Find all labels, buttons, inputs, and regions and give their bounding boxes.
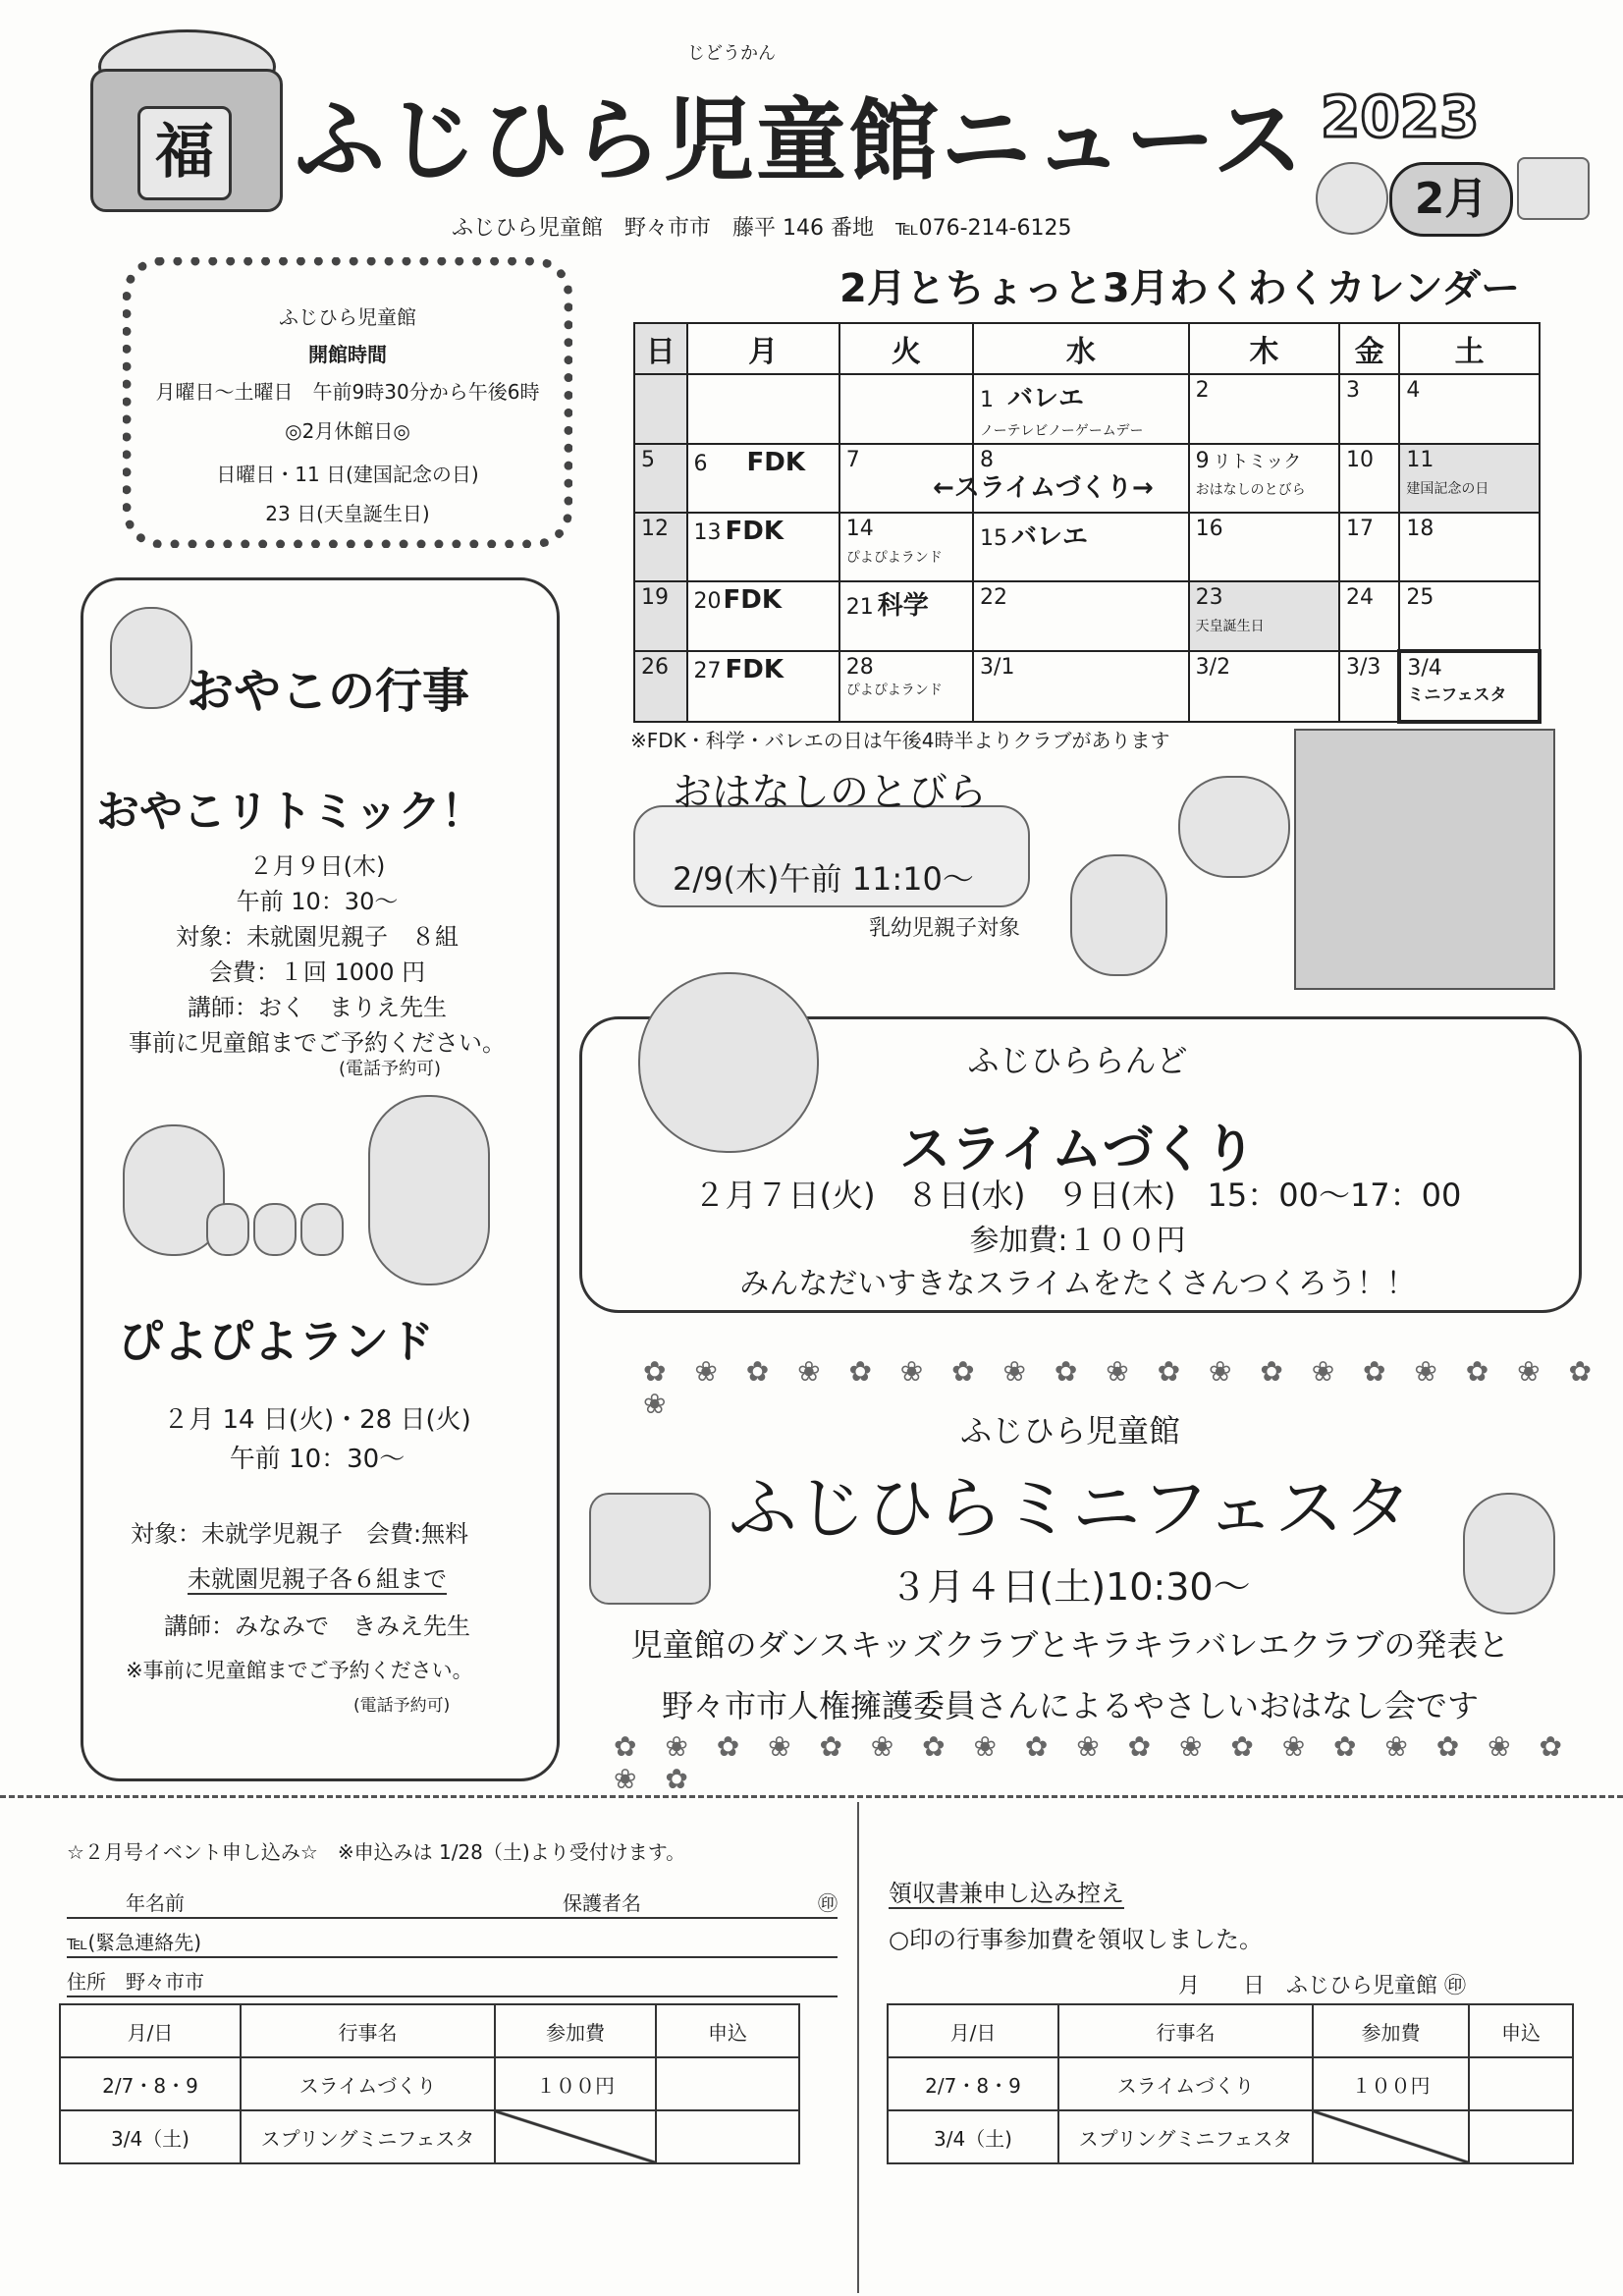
seal-mark: ㊞ [818, 1891, 838, 1915]
calendar-week-3 [634, 513, 1540, 581]
piyo-time: 午前 10：30～ [229, 1445, 406, 1474]
row-date: 3/4（土) [60, 2110, 241, 2163]
year-label: 2023 [1321, 83, 1480, 150]
calendar-cell: 5 [634, 444, 687, 513]
name-label: 年名前 [126, 1891, 185, 1915]
tel-row[interactable] [67, 1927, 838, 1958]
rhythmic-fee: 会費：１回 1000 円 [208, 958, 426, 986]
month-badge: 2月 [1389, 162, 1513, 237]
oyako-heading: おやこの行事 [187, 664, 470, 719]
fest-pre: ふじひら児童館 [959, 1412, 1180, 1449]
fest-line1: 児童館のダンスキッズクラブとキラキラバレエクラブの発表と [630, 1626, 1510, 1664]
hours-time: 月曜日～土曜日 午前9時30分から午後6時 [155, 380, 540, 404]
calendar-cell: 18 [1399, 513, 1540, 581]
calendar-cell: 3 [1339, 374, 1399, 444]
slime-title: スライムづくり [899, 1121, 1256, 1179]
title-ruby: じどうかん [687, 43, 776, 64]
mame-box-icon [1517, 157, 1590, 220]
calendar-cell: 2 [1189, 374, 1339, 444]
row-date: 3/4（土) [888, 2110, 1058, 2163]
oni-icon [1316, 162, 1388, 235]
row-fee: １００円 [1313, 2057, 1469, 2110]
calendar-title: 2月とちょっと3月わくわくカレンダー [839, 266, 1521, 311]
day-thu: 木 [1189, 323, 1339, 374]
calendar-cell: 24 [1339, 581, 1399, 651]
calendar-cell: 15 バレエ [973, 513, 1189, 581]
calendar-cell: 10 [1339, 444, 1399, 513]
piyo-date: ２月 14 日(火)・28 日(火) [163, 1405, 471, 1435]
calendar-cell: 6 FDK [687, 444, 839, 513]
page-title: ふじひら児童館ニュース [295, 88, 1306, 193]
day-wed: 水 [973, 323, 1189, 374]
picture-book-collage [1294, 729, 1555, 990]
row-event: スプリングミニフェスタ [241, 2110, 495, 2163]
sheep-illustration [368, 1095, 490, 1285]
calendar-cell [687, 374, 839, 444]
calendar-cell: 7 [839, 444, 973, 513]
girl-reading-illustration [1070, 854, 1167, 976]
calendar-header-row [634, 323, 1540, 374]
slime-pre: ふじひららんど [967, 1042, 1188, 1079]
calendar-cell: 28 ぴよぴよランド [839, 651, 973, 722]
rhythmic-target: 対象：未就園児親子 ８組 [176, 923, 459, 951]
fuku-badge: 福 [137, 106, 232, 200]
story-date: 2/9(木)午前 11:10～ [673, 860, 974, 898]
calendar-cell [634, 374, 687, 444]
apply-checkbox[interactable] [1469, 2057, 1573, 2110]
calendar-cell: 16 [1189, 513, 1339, 581]
col-apply: 申込 [1469, 2004, 1573, 2057]
cut-line [0, 1795, 1623, 1798]
row-fee [495, 2110, 656, 2163]
rhythmic-teacher: 講師：おく まりえ先生 [188, 994, 447, 1021]
opening-hours-box [123, 257, 572, 548]
col-fee: 参加費 [1313, 2004, 1469, 2057]
story-title: おはなしのとびら [673, 770, 987, 815]
calendar-note: ※FDK・科学・バレエの日は午後4時半よりクラブがあります [630, 729, 1170, 752]
calendar-week-5 [634, 651, 1540, 722]
chick-illustration [253, 1203, 297, 1256]
parent-child-illustration [110, 607, 192, 709]
hours-name: ふじひら児童館 [279, 305, 416, 329]
hours-label: 開館時間 [308, 343, 387, 366]
cupid-illustration [1178, 776, 1290, 878]
calendar-cell: 13 FDK [687, 513, 839, 581]
fest-title: ふじひらミニフェスタ [728, 1468, 1413, 1549]
chick-illustration [300, 1203, 344, 1256]
day-mon: 月 [687, 323, 839, 374]
row-event: スライムづくり [1058, 2057, 1313, 2110]
form-divider [857, 1802, 859, 2293]
col-event: 行事名 [241, 2004, 495, 2057]
calendar-cell: 3/4 ミニフェスタ [1399, 651, 1540, 722]
calendar-cell: 21 科学 [839, 581, 973, 651]
calendar-cell: 3/2 [1189, 651, 1339, 722]
calendar-cell: 11 建国記念の日 [1399, 444, 1540, 513]
slime-span-label: ←スライムづくり→ [933, 473, 1154, 503]
calendar-table [633, 322, 1542, 724]
plum-blossom-border-top: ✿ ❀ ✿ ❀ ✿ ❀ ✿ ❀ ✿ ❀ ✿ ❀ ✿ ❀ ✿ ❀ ✿ ❀ ✿ ❀ [643, 1355, 1601, 1420]
slime-message: みんなだいすきなスライムをたくさんつくろう！！ [739, 1267, 1416, 1301]
calendar-week-4 [634, 581, 1540, 651]
day-tue: 火 [839, 323, 973, 374]
row-fee [1313, 2110, 1469, 2163]
tel-label: ℡(緊急連絡先) [67, 1931, 202, 1954]
guardian-label: 保護者名 [563, 1891, 641, 1915]
closed-days-1: 日曜日・11 日(建国記念の日) [216, 463, 479, 486]
row-fee: １００円 [495, 2057, 656, 2110]
calendar-cell: 19 [634, 581, 687, 651]
name-row[interactable] [67, 1887, 838, 1919]
address-label: 住所 野々市市 [67, 1970, 204, 1994]
closed-days-2: 23 日(天皇誕生日) [265, 502, 430, 525]
application-heading: ☆２月号イベント申し込み☆ ※申込みは 1/28（土)より受付けます。 [67, 1840, 686, 1864]
piyo-teacher: 講師：みなみで きみえ先生 [164, 1613, 470, 1640]
calendar-cell: 17 [1339, 513, 1399, 581]
calendar-cell: 20FDK [687, 581, 839, 651]
rhythmic-date: ２月９日(木) [248, 852, 386, 880]
day-sun: 日 [634, 323, 687, 374]
calendar-cell: 9 リトミック おはなしのとびら [1189, 444, 1339, 513]
calendar-cell: 25 [1399, 581, 1540, 651]
row-date: 2/7・8・9 [60, 2057, 241, 2110]
col-apply: 申込 [656, 2004, 799, 2057]
calendar-cell: 8 [973, 444, 1189, 513]
apply-checkbox[interactable] [656, 2110, 799, 2163]
day-fri: 金 [1339, 323, 1399, 374]
piyo-target: 対象：未就学児親子 会費:無料 [131, 1520, 469, 1548]
calendar-cell: 14 ぴよぴよランド [839, 513, 973, 581]
calendar-cell: 23 天皇誕生日 [1189, 581, 1339, 651]
col-date: 月/日 [888, 2004, 1058, 2057]
slime-fee: 参加費:１００円 [969, 1224, 1186, 1258]
rhythmic-phone: (電話予約可) [339, 1059, 442, 1079]
rhythmic-time: 午前 10：30～ [236, 888, 399, 915]
plum-blossom-border-bottom: ✿ ❀ ✿ ❀ ✿ ❀ ✿ ❀ ✿ ❀ ✿ ❀ ✿ ❀ ✿ ❀ ✿ ❀ ✿ ❀ ✿ [614, 1730, 1572, 1795]
piyo-limit: 未就園児親子各６組まで [188, 1565, 447, 1593]
application-table [59, 2003, 800, 2164]
address-line: ふじひら児童館 野々市市 藤平 146 番地 ℡076-214-6125 [452, 216, 1072, 241]
calendar-cell: 4 [1399, 374, 1540, 444]
rhythmic-title: おやこリトミック！ [96, 787, 485, 837]
story-target: 乳幼児親子対象 [869, 916, 1021, 941]
calendar-week-1 [634, 374, 1540, 444]
apply-checkbox[interactable] [1469, 2110, 1573, 2163]
calendar-cell: 1 バレエ ノーテレビノーゲームデー [973, 374, 1189, 444]
piyo-title: ぴよぴよランド [118, 1315, 434, 1368]
receipt-title: 領収書兼申し込み控え [889, 1880, 1124, 1907]
calendar-cell: 3/1 [973, 651, 1189, 722]
calendar-cell [839, 374, 973, 444]
col-date: 月/日 [60, 2004, 241, 2057]
fest-date: ３月４日(土)10:30～ [890, 1565, 1251, 1609]
fest-line2: 野々市市人権擁護委員さんによるやさしいおはなし会です [661, 1687, 1479, 1724]
col-fee: 参加費 [495, 2004, 656, 2057]
piyo-reserve: ※事前に児童館までご予約ください。 [126, 1659, 473, 1682]
slime-dates: ２月７日(火) ８日(水) ９日(木) 15：00～17：00 [693, 1176, 1462, 1214]
calendar-cell: 12 [634, 513, 687, 581]
receipt-table [887, 2003, 1574, 2164]
calendar-cell: 26 [634, 651, 687, 722]
rhythmic-reserve: 事前に児童館までご予約ください。 [129, 1029, 506, 1057]
receipt-statement: ○印の行事参加費を領収しました。 [889, 1926, 1263, 1953]
apply-checkbox[interactable] [656, 2057, 799, 2110]
row-event: スライムづくり [241, 2057, 495, 2110]
address-row[interactable] [67, 1966, 838, 1997]
day-sat: 土 [1399, 323, 1540, 374]
receipt-signline: 月 日 ふじひら児童館 ㊞ [1178, 1974, 1466, 1998]
closed-title: ◎2月休館日◎ [285, 419, 410, 443]
calendar-cell: 27 FDK [687, 651, 839, 722]
row-event: スプリングミニフェスタ [1058, 2110, 1313, 2163]
col-event: 行事名 [1058, 2004, 1313, 2057]
calendar-cell: 22 [973, 581, 1189, 651]
row-date: 2/7・8・9 [888, 2057, 1058, 2110]
piyo-phone: (電話予約可) [353, 1696, 451, 1716]
chick-illustration [206, 1203, 249, 1256]
calendar-cell: 3/3 [1339, 651, 1399, 722]
